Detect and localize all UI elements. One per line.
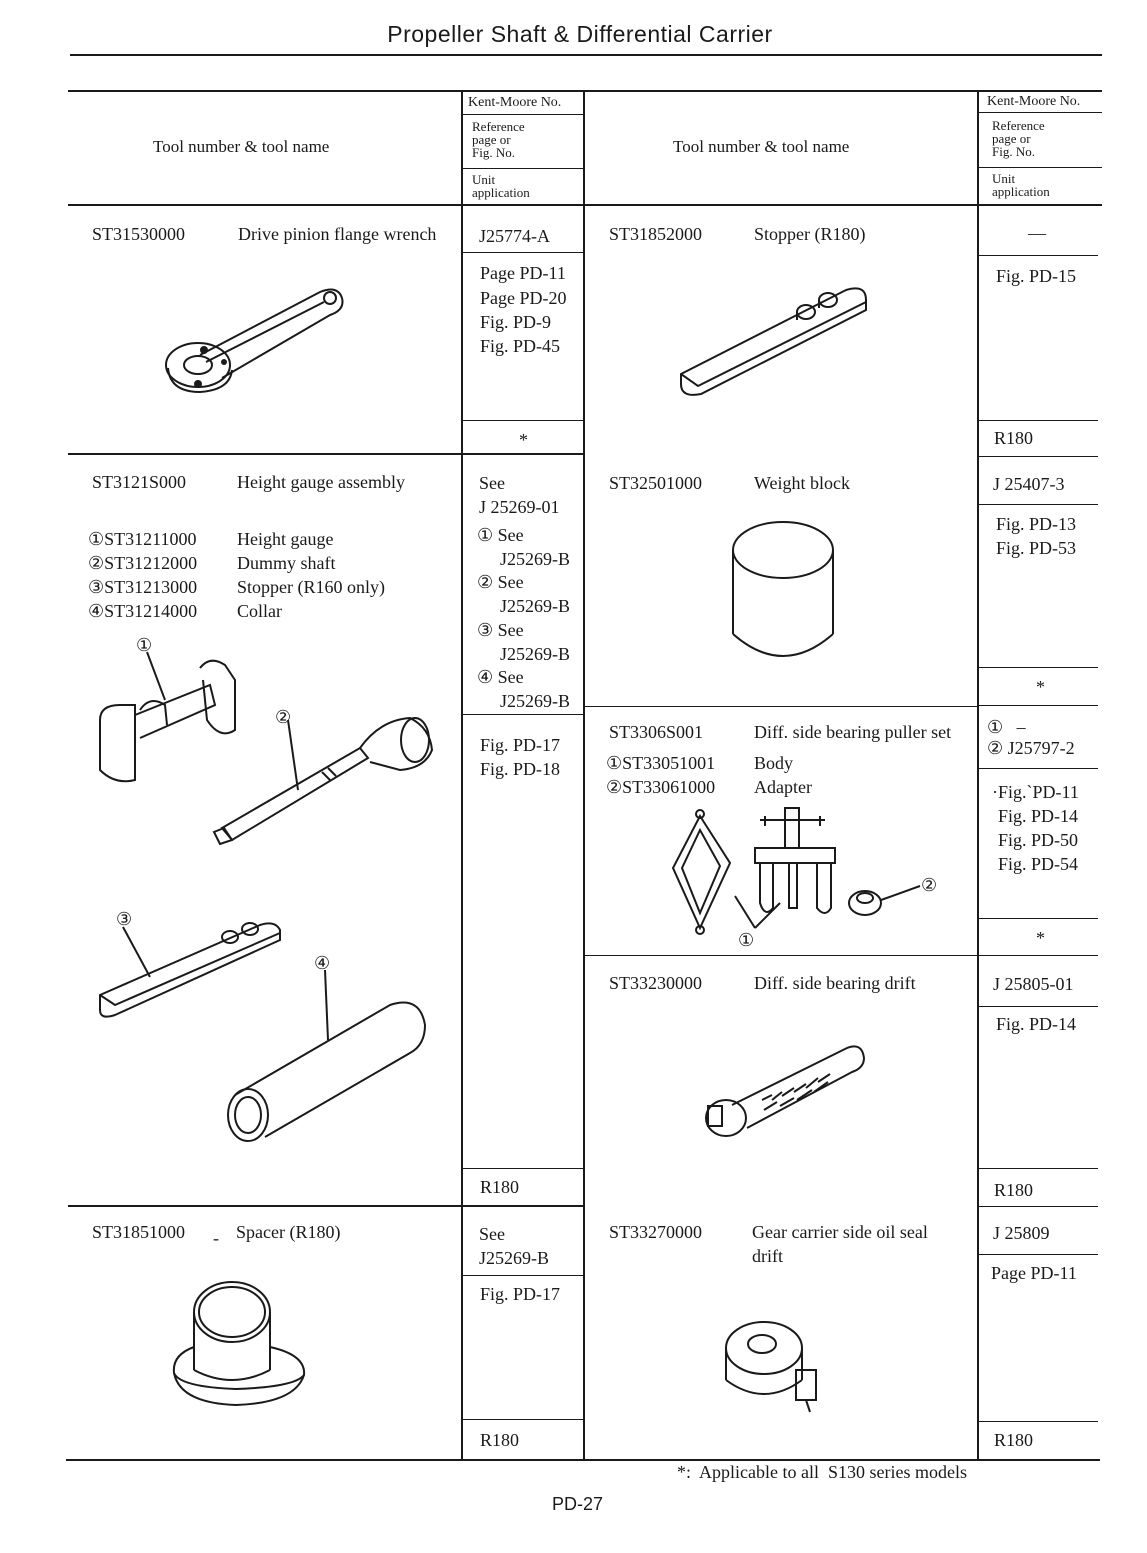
kent-moore-no: J 25407-3	[993, 474, 1065, 494]
tool-name: Height gauge assembly	[237, 472, 405, 492]
tool-name-line2: drift	[752, 1246, 783, 1266]
reference: Fig. PD-17	[480, 1284, 561, 1304]
unit-application: *	[519, 430, 528, 450]
reference-heading-r1: Reference	[992, 118, 1045, 133]
reference: Page PD-20	[480, 288, 567, 308]
column-divider-left	[461, 90, 463, 1459]
kent-moore-no: —	[1028, 223, 1046, 243]
title-rule	[70, 54, 1102, 56]
reference: Fig. PD-53	[996, 538, 1077, 558]
reference-rule-left	[462, 168, 583, 169]
left-row2-bottom-rule	[68, 1205, 584, 1207]
kent-moore-heading-right: Kent-Moore No.	[987, 94, 1081, 109]
rule	[978, 1254, 1098, 1255]
tool-dash: -	[213, 1228, 219, 1248]
rule	[462, 252, 583, 253]
tool-heading-right: Tool number & tool name	[673, 137, 850, 156]
tool-number: ST31851000	[92, 1222, 186, 1242]
reference: Fig. PD-14	[996, 1014, 1077, 1034]
reference: Fig. PD-45	[480, 336, 561, 356]
footnote: *: Applicable to all S130 series models	[677, 1462, 967, 1482]
kent-moore-no: J 25809	[993, 1223, 1050, 1243]
callout-2: ②	[275, 707, 292, 727]
page-number: PD-27	[552, 1494, 604, 1514]
unit-application: R180	[994, 428, 1034, 448]
kent-moore-no: J 25805-01	[993, 974, 1074, 994]
part-name: Stopper (R160 only)	[237, 577, 385, 597]
rule	[978, 504, 1098, 505]
rule	[978, 1421, 1098, 1422]
dummy-shaft-illustration	[210, 710, 440, 850]
unit-heading-l2: application	[472, 185, 530, 200]
callout-1: ①	[738, 930, 755, 950]
collar-illustration	[220, 965, 435, 1150]
kent-moore-line: J25269-B	[500, 691, 571, 711]
kent-moore-heading-left: Kent-Moore No.	[468, 95, 562, 110]
kent-moore-line: ② See	[477, 572, 524, 592]
rule	[978, 255, 1098, 256]
part-number: ①ST31211000	[88, 529, 197, 549]
unit-application: R180	[994, 1180, 1034, 1200]
callout-1: ①	[136, 635, 153, 655]
right-row2-top-rule	[584, 706, 978, 707]
kent-moore-line: J25269-B	[479, 1248, 550, 1268]
reference-heading-r2: page or	[992, 131, 1031, 146]
unit-application: R180	[480, 1177, 520, 1197]
reference-heading-r3: Fig. No.	[992, 144, 1035, 159]
part-number: ③ST31213000	[88, 577, 198, 597]
left-row1-bottom-rule	[68, 453, 584, 455]
reference: ·Fig.`PD-11	[992, 782, 1079, 802]
tool-number: ST31530000	[92, 224, 186, 244]
rule	[978, 955, 1098, 956]
rule	[462, 1168, 583, 1169]
reference: Fig. PD-13	[996, 514, 1077, 534]
rule	[462, 1419, 583, 1420]
tool-number: ST33270000	[609, 1222, 703, 1242]
rule	[978, 667, 1098, 668]
column-divider-middle	[583, 90, 585, 1459]
reference: Fig. PD-17	[480, 735, 561, 755]
tool-number: ST32501000	[609, 473, 703, 493]
part-number: ②ST33061000	[606, 777, 716, 797]
reference-rule-right	[978, 167, 1102, 168]
rule	[978, 1168, 1098, 1169]
tool-name: Diff. side bearing puller set	[754, 722, 952, 742]
rule	[978, 918, 1098, 919]
reference-heading-l1: Reference	[472, 119, 525, 134]
tool-number: ST3306S001	[609, 722, 704, 742]
kent-moore-line: J25269-B	[500, 549, 571, 569]
rule	[978, 1206, 1098, 1207]
unit-application: R180	[994, 1430, 1034, 1450]
reference: Fig. PD-14	[998, 806, 1079, 826]
rule	[462, 420, 583, 421]
spacer-illustration	[170, 1275, 310, 1410]
rule	[978, 456, 1098, 457]
bearing-drift-illustration	[702, 1040, 867, 1140]
unit-heading-r1: Unit	[992, 171, 1016, 186]
part-name: Dummy shaft	[237, 553, 336, 573]
unit-application: R180	[480, 1430, 520, 1450]
kent-moore-line: J25269-B	[500, 644, 571, 664]
rule	[978, 705, 1098, 706]
kent-moore-no: J25774-A	[479, 226, 550, 246]
reference: Page PD-11	[991, 1263, 1077, 1283]
callout-4: ④	[314, 953, 331, 973]
kent-moore-line: ④ See	[477, 667, 524, 687]
rule	[462, 714, 583, 715]
oil-seal-drift-illustration	[722, 1318, 827, 1416]
callout-2: ②	[921, 875, 938, 895]
right-row3-top-rule	[584, 955, 978, 956]
tool-name: Spacer (R180)	[236, 1222, 341, 1242]
tool-number: ST3121S000	[92, 472, 187, 492]
part-name: Collar	[237, 601, 282, 621]
kent-moore-line: See	[479, 473, 505, 493]
kent-moore-line: J25269-B	[500, 596, 571, 616]
part-name: Height gauge	[237, 529, 334, 549]
weight-block-illustration	[728, 518, 838, 666]
tool-name: Stopper (R180)	[754, 224, 866, 244]
reference: Fig. PD-50	[998, 830, 1079, 850]
part-number: ①ST33051001	[606, 753, 716, 773]
page-title: Propeller Shaft & Differential Carrier	[387, 21, 773, 47]
header-bottom-rule	[68, 204, 1102, 206]
kent-moore-line: ③ See	[477, 620, 524, 640]
flange-wrench-illustration	[160, 280, 350, 400]
kent-moore-line: ① See	[477, 525, 524, 545]
part-name: Adapter	[754, 777, 812, 797]
reference: Page PD-11	[480, 263, 566, 283]
tool-name-line1: Gear carrier side oil seal	[752, 1222, 928, 1242]
reference: Fig. PD-9	[480, 312, 552, 332]
callout-3: ③	[116, 909, 133, 929]
part-number: ④ST31214000	[88, 601, 198, 621]
reference: Fig. PD-18	[480, 759, 561, 779]
unit-application: *	[1036, 677, 1045, 697]
tool-number: ST33230000	[609, 973, 703, 993]
stopper-illustration-right	[676, 282, 871, 397]
kent-moore-rule-right	[978, 112, 1102, 113]
kent-moore-line: ① –	[987, 717, 1026, 737]
part-number: ②ST31212000	[88, 553, 198, 573]
unit-application: *	[1036, 928, 1045, 948]
rule	[978, 1006, 1098, 1007]
tool-number: ST31852000	[609, 224, 703, 244]
rule	[462, 1275, 583, 1276]
tool-name: Diff. side bearing drift	[754, 973, 916, 993]
tool-heading-left: Tool number & tool name	[153, 137, 330, 156]
unit-heading-l1: Unit	[472, 172, 496, 187]
kent-moore-line: J 25269-01	[479, 497, 560, 517]
reference-heading-l3: Fig. No.	[472, 145, 515, 160]
unit-heading-r2: application	[992, 184, 1050, 199]
reference: Fig. PD-15	[996, 266, 1077, 286]
rule	[978, 768, 1098, 769]
rule	[978, 420, 1098, 421]
reference: Fig. PD-54	[998, 854, 1079, 874]
table-top-rule	[68, 90, 1102, 92]
reference-heading-l2: page or	[472, 132, 511, 147]
kent-moore-line: See	[479, 1224, 505, 1244]
part-name: Body	[754, 753, 794, 773]
kent-moore-line: ② J25797-2	[987, 738, 1075, 758]
tool-name: Drive pinion flange wrench	[238, 224, 437, 244]
kent-moore-rule-left	[462, 114, 583, 115]
bearing-puller-illustration	[665, 808, 938, 938]
tool-name: Weight block	[754, 473, 851, 493]
